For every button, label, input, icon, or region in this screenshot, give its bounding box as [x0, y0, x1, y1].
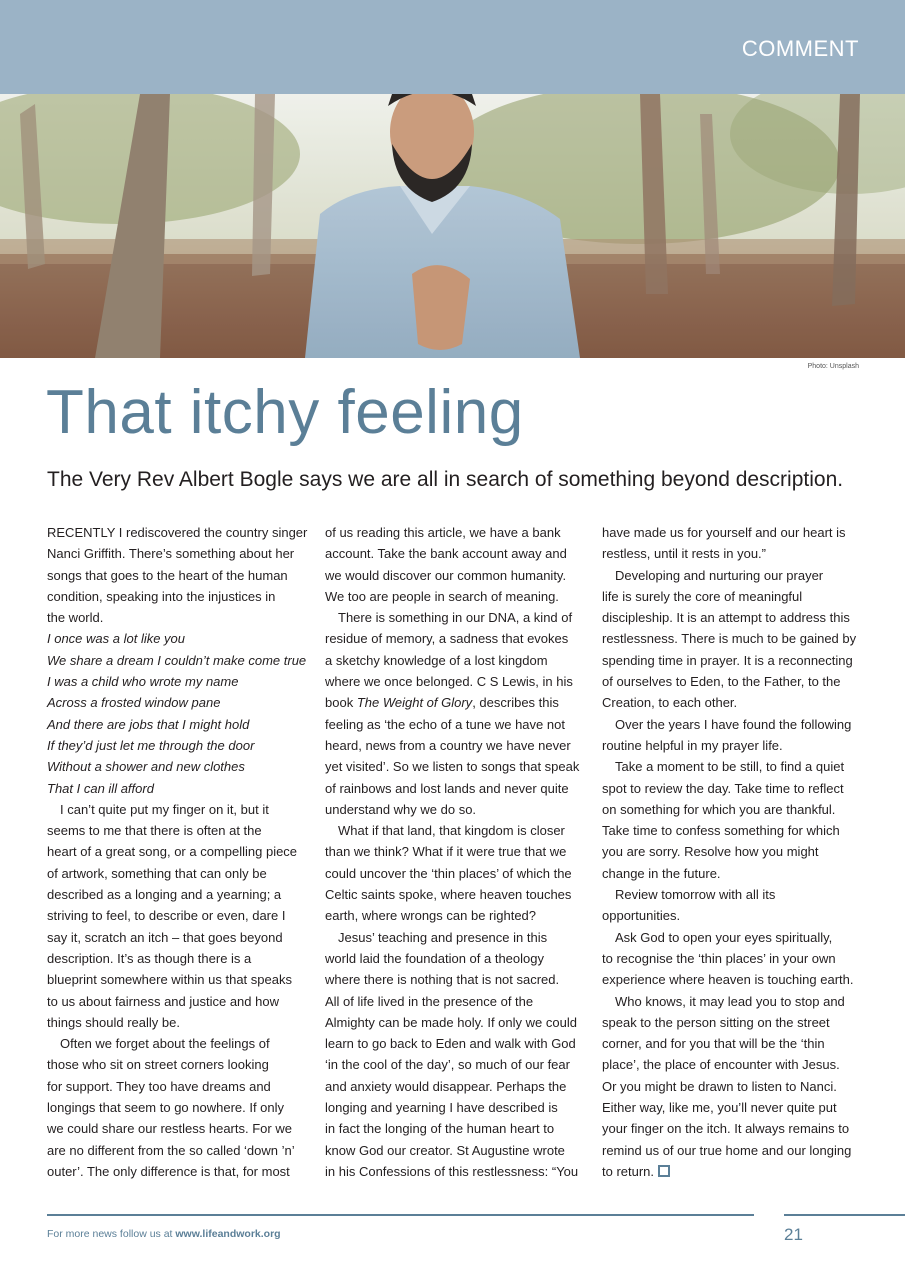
article-column-3: [602, 522, 860, 1182]
body-text-line: Who knows, it may lead you to stop and: [615, 993, 845, 1009]
body-text-line: Or you might be drawn to listen to Nanci.: [602, 1078, 837, 1094]
body-text-line: where there is nothing that is not sacred.: [325, 972, 560, 988]
body-text-line: We too are people in search of meaning.: [325, 588, 559, 604]
body-text-line: spot to review the day. Take time to reflect: [602, 780, 844, 796]
footer-url-link[interactable]: www.lifeandwork.org: [175, 1228, 281, 1240]
body-text-line: blueprint somewhere within us that speaks: [47, 972, 292, 988]
body-text-line: remind us of our true home and our longing: [602, 1142, 852, 1158]
body-text-line: described as a longing and a yearning; a: [47, 887, 282, 903]
body-text-line: Developing and nurturing our prayer: [615, 567, 824, 583]
body-text-line: account. Take the bank account away and: [325, 546, 567, 562]
body-text-line: to us about fairness and justice and how: [47, 993, 279, 1009]
body-text-line: the world.: [47, 610, 104, 626]
body-text-line: Jesus’ teaching and presence in this: [338, 929, 548, 945]
body-text-line: in fact the longing of the human heart to: [325, 1121, 555, 1137]
body-text-line: RECENTLY I rediscovered the country singer: [47, 525, 308, 540]
body-text-line: to recognise the ‘thin places’ in your own: [602, 950, 836, 966]
article-column-1: [47, 522, 308, 1182]
body-text-line: yet visited’. So we listen to songs that speak: [325, 759, 580, 775]
body-text-line: speak to the person sitting on the street: [602, 1014, 830, 1030]
body-text-line: outer’. The only difference is that, for most: [47, 1163, 290, 1179]
photo-credit: Photo: Unsplash: [807, 363, 859, 370]
headline: That itchy feeling: [46, 378, 524, 447]
body-text-line: Take a moment to be still, to find a quiet: [615, 759, 845, 775]
lyric-line: That I can ill afford: [47, 780, 154, 796]
body-text-line: Review tomorrow with all its: [615, 887, 776, 903]
body-text-line: learn to go back to Eden and walk with God: [325, 1036, 576, 1052]
body-text-line: songs that goes to the heart of the human: [47, 567, 288, 583]
hero-photo: [0, 94, 905, 358]
body-text-line: and anxiety would disappear. Perhaps the: [325, 1078, 567, 1094]
body-text-line: book The Weight of Glory, describes this: [325, 695, 559, 711]
body-text-line: life is surely the core of meaningful: [602, 588, 803, 604]
body-text-line: What if that land, that kingdom is closer: [338, 823, 565, 839]
body-text-line: for support. They too have dreams and: [47, 1078, 271, 1094]
body-text-line: spending time in prayer. It is a reconnecting: [602, 652, 853, 668]
body-text-line: longings that seem to go nowhere. If only: [47, 1100, 285, 1116]
body-text-line: I can’t quite put my finger on it, but it: [60, 801, 269, 817]
lyric-line: Across a frosted window pane: [47, 695, 221, 711]
body-text-line: things should really be.: [47, 1014, 180, 1030]
body-text-line: we could share our restless hearts. For we: [47, 1121, 292, 1137]
body-text-line: corner, and for you that will be the ‘thin: [602, 1036, 825, 1052]
body-text-line: feeling as ‘the echo of a tune we have not: [325, 716, 565, 732]
standfirst: The Very Rev Albert Bogle says we are all in search of something beyond description.: [47, 468, 844, 491]
lyric-line: I once was a lot like you: [47, 631, 186, 647]
body-text-line: are no different from the so called ‘down ’n’: [47, 1142, 295, 1158]
body-text-line: to return.: [602, 1161, 860, 1182]
body-text-line: in his Confessions of this restlessness: “You: [325, 1163, 579, 1179]
body-text-line: Over the years I have found the following: [615, 716, 852, 732]
body-text-line: restless, until it rests in you.”: [602, 546, 766, 562]
body-text-line: Celtic saints spoke, where heaven touches: [325, 887, 572, 903]
body-text-line: Creation, to each other.: [602, 695, 738, 711]
body-text-line: Almighty can be made holy. If only we could: [325, 1014, 577, 1030]
lyric-line: If they’d just let me through the door: [47, 737, 255, 753]
body-text-line: longing and yearning I have described is: [325, 1100, 558, 1116]
body-text-line: striving to feel, to describe or even, dare I: [47, 908, 286, 924]
body-text-line: those who sit on street corners looking: [47, 1057, 269, 1073]
body-text-line: than we think? What if it were true that we: [325, 844, 567, 860]
body-text-line: a sketchy knowledge of a lost kingdom: [325, 652, 548, 668]
body-text-line: There is something in our DNA, a kind of: [338, 610, 573, 626]
body-text-line: know God our creator. St Augustine wrote: [325, 1142, 565, 1158]
body-text-line: could uncover the ‘thin places’ of which the: [325, 865, 572, 881]
body-text-line: residue of memory, a sadness that evokes: [325, 631, 569, 647]
body-text-line: on something for which you are thankful.: [602, 801, 836, 817]
body-text-line: of rainbows and lost lands and never quite: [325, 780, 569, 796]
body-text-line: you are sorry. Resolve how you might: [602, 844, 819, 860]
footer-note: [47, 1228, 281, 1240]
body-text-line: heart of a great song, or a compelling piece: [47, 844, 298, 860]
end-mark-icon: [658, 1165, 670, 1177]
body-text-line: discipleship. It is an attempt to address this: [602, 610, 850, 626]
body-text-line: of ourselves to Eden, to the Father, to the: [602, 674, 841, 690]
body-text-line: Often we forget about the feelings of: [60, 1036, 270, 1052]
book-title: The Weight of Glory: [356, 695, 473, 711]
body-text-line: heard, news from a country we have never: [325, 737, 571, 753]
body-text-line: seems to me that there is often at the: [47, 823, 262, 839]
body-text-line: Nanci Griffith. There’s something about her: [47, 546, 295, 562]
body-text-line: restlessness. There is much to be gained by: [602, 631, 857, 647]
body-text-line: condition, speaking into the injustices in: [47, 588, 276, 604]
lyric-line: We share a dream I couldn’t make come true: [47, 652, 307, 668]
body-text-line: of us reading this article, we have a bank: [325, 525, 561, 540]
body-text-line: Ask God to open your eyes spiritually,: [615, 929, 833, 945]
body-text-line: change in the future.: [602, 865, 721, 881]
body-text-line: world laid the foundation of a theology: [325, 950, 544, 966]
article-column-2: [325, 522, 583, 1182]
body-text-line: earth, where wrongs can be righted?: [325, 908, 537, 924]
footer-rule: [47, 1214, 754, 1216]
lyric-line: I was a child who wrote my name: [47, 674, 239, 690]
footer-note-prefix: For more news follow us at: [47, 1228, 176, 1240]
body-text-line: opportunities.: [602, 908, 681, 924]
page-number: 21: [784, 1225, 803, 1244]
lyric-line: Without a shower and new clothes: [47, 759, 245, 775]
body-text-line: description. It’s as though there is a: [47, 950, 252, 966]
section-label: COMMENT: [741, 36, 859, 61]
body-text-line: we would discover our common humanity.: [325, 567, 567, 583]
body-text-line: routine helpful in my prayer life.: [602, 737, 783, 753]
body-text-line: Either way, like me, you’ll never quite put: [602, 1100, 837, 1116]
body-text-line: understand why we do so.: [325, 801, 477, 817]
body-text-line: have made us for yourself and our heart is: [602, 525, 846, 540]
body-text-line: experience where heaven is touching earth.: [602, 972, 854, 988]
lyric-line: And there are jobs that I might hold: [47, 716, 250, 732]
footer-rule-page: [784, 1214, 905, 1216]
body-text-line: where we once belonged. C S Lewis, in his: [325, 674, 573, 690]
body-text-line: All of life lived in the presence of the: [325, 993, 534, 1009]
body-text-line: your finger on the itch. It always remains to: [602, 1121, 850, 1137]
body-text-line: ‘in the cool of the day’, so much of our fear: [325, 1057, 570, 1073]
body-text-line: of artwork, something that can only be: [47, 865, 267, 881]
body-text-line: Take time to confess something for which: [602, 823, 840, 839]
body-text-line: say it, scratch an itch – that goes beyond: [47, 929, 283, 945]
body-text-line: place’, the place of encounter with Jesus.: [602, 1057, 840, 1073]
